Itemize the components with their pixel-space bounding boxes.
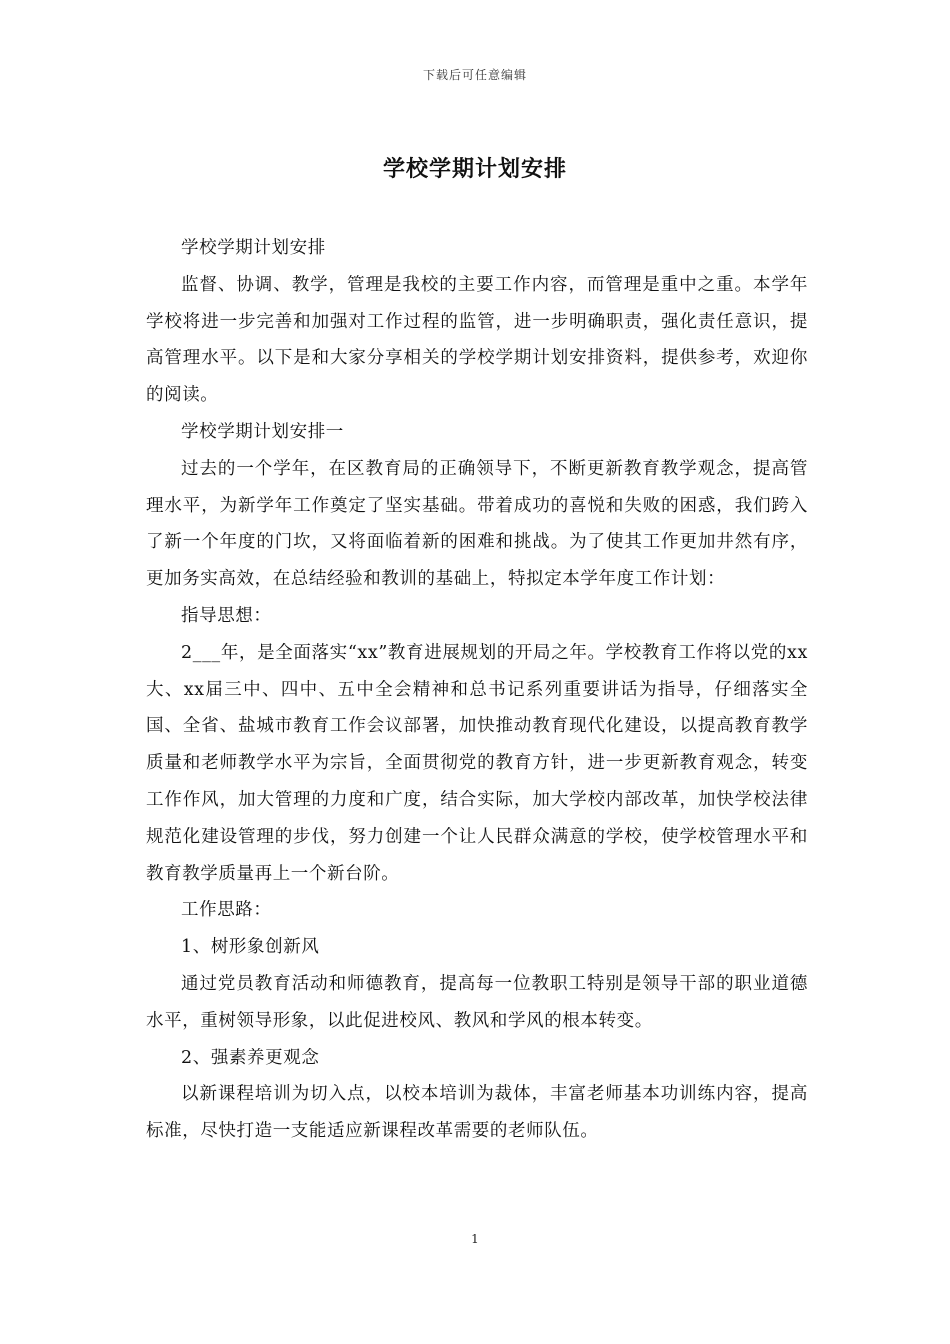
document-title: 学校学期计划安排 [382, 156, 567, 182]
paragraph-item-2-heading: 2、强素养更观念 [181, 1047, 320, 1068]
paragraph-work-approach-heading: 工作思路： [181, 900, 272, 921]
paragraph-intro: 监督、协调、教学，管理是我校的主要工作内容，而管理是重中之重。本学年学校将进一步完善和加强对工作过程的监管，进一步明确职责，强化责任意识，提高管理水平。以下是和大家分享相关的学校学期计划安排资料，提供参考，欢迎你的阅读。 [146, 274, 808, 406]
header-note: 下载后可任意编辑 [422, 68, 527, 82]
paragraph-plan-one-heading: 学校学期计划安排一 [181, 421, 344, 442]
paragraph-item-1-heading: 1、树形象创新风 [181, 937, 320, 958]
paragraph-subtitle: 学校学期计划安排 [181, 238, 326, 258]
paragraph-review: 过去的一个学年，在区教育局的正确领导下，不断更新教育教学观念，提高管理水平，为新学年工作奠定了坚实基础。带着成功的喜悦和失败的困惑，我们跨入了新一个年度的门坎，又将面临着新的困难和挑战。为了使其工作更加井然有序，更加务实高效，在总结经验和教训的基础上，特拟定本学年度工作计划： [146, 458, 808, 590]
page-number: 1 [471, 1232, 479, 1246]
paragraph-item-2-body: 以新课程培训为切入点，以校本培训为裁体，丰富老师基本功训练内容，提高标准，尽快打造一支能适应新课程改革需要的老师队伍。 [146, 1084, 808, 1142]
paragraph-item-1-body: 通过党员教育活动和师德教育，提高每一位教职工特别是领导干部的职业道德水平，重树领导形象，以此促进校风、教风和学风的根本转变。 [146, 973, 808, 1031]
paragraph-guiding-heading: 指导思想： [181, 605, 272, 626]
document-body [146, 230, 808, 1150]
paragraph-guiding-thought: 2___年，是全面落实“xx”教育进展规划的开局之年。学校教育工作将以党的xx大、xx届三中、四中、五中全会精神和总书记系列重要讲话为指导，仔细落实全国、全省、盐城市教育工作会议部署，加快推动教育现代化建设，以提高教育教学质量和老师教学水平为宗旨，全面贯彻党的教育方针，进一步更新教育观念，转变工作作风，加大管理的力度和广度，结合实际，加大学校内部改革，加快学校法律规范化建设管理的步伐，努力创建一个让人民群众满意的学校，使学校管理水平和教育教学质量再上一个新台阶。 [146, 642, 808, 884]
